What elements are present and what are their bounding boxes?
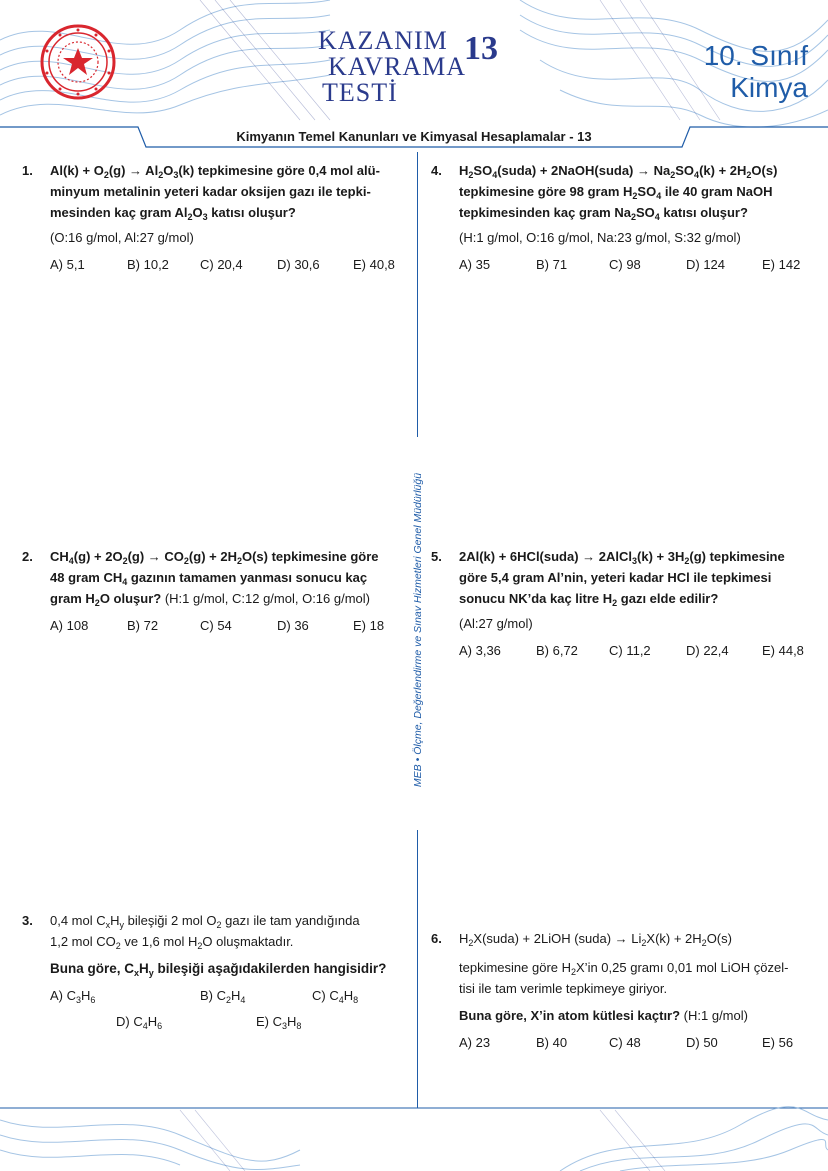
option-d[interactable]: D) 30,6 [277, 257, 320, 272]
option-c[interactable]: C) 98 [609, 257, 641, 272]
option-a[interactable]: A) 35 [459, 257, 491, 272]
grade-course [704, 40, 808, 104]
test-logo [318, 20, 518, 106]
option-a[interactable]: A) 5,1 [50, 257, 85, 272]
option-c[interactable]: C) 11,2 [609, 643, 651, 658]
question-number: 3. [22, 913, 33, 928]
question-4: 4. $H_2SO_4(suda)$ + 2NaOH(suda) → $Na_2SO_4(k) + 2H_2O(s)$ tepkimesine göre 98 gram $H_2SO_4$ ile 40 gram NaOH tepkimesinden kaç gram $Na_2SO_4$ katısı oluşur? (H:1 g/mol, O:16 g/mol, Na:23 g/mol, S:32 g/mol) A) 35 B) 71 C) 98 D) 124 E) 142 [431, 160, 811, 275]
grade-label: 10. Sınıf [703, 40, 808, 71]
sidebar-publisher-text [408, 440, 428, 820]
column-divider-bottom [417, 830, 418, 1108]
option-b[interactable]: B) 6,72 [536, 643, 578, 658]
option-e[interactable]: E) 142 [762, 257, 801, 272]
question-number: 1. [22, 163, 33, 178]
subject-title: Kimyanın Temel Kanunları ve Kimyasal Hesaplamalar - 13 [236, 129, 592, 144]
footer-hatch-pattern [180, 1110, 665, 1171]
answer-options [50, 985, 407, 1037]
option-d[interactable]: D) 50 [686, 1035, 718, 1050]
option-a[interactable]: A) 23 [459, 1035, 491, 1050]
option-d[interactable]: D) 22,4 [686, 643, 729, 658]
option-d[interactable]: D) $C_4H_6$ [116, 1014, 163, 1031]
option-b[interactable]: B) 71 [536, 257, 568, 272]
question-5: 5. 2Al(k) + 6HCl(suda) → 2AlCl$_3$(k) + $3H_2(g)$ tepkimesine göre 5,4 gram Al’nin, yeteri kadar HCl ile tepkimesi sonucu NK’da kaç litre $H_2$ gazı elde edilir? (Al:27 g/mol) A) 3,36 B) 6,72 C) 11,2 D) 22,4 E) 44,8 [431, 546, 811, 661]
option-e[interactable]: E) 56 [762, 1035, 794, 1050]
logo-line-1: KAZANIM [318, 26, 448, 55]
option-e[interactable]: E) 44,8 [762, 643, 804, 658]
answer-options [459, 254, 811, 275]
molar-masses: (O:16 g/mol, Al:27 g/mol) [50, 230, 194, 245]
option-c[interactable]: C) 20,4 [200, 257, 243, 272]
test-number: 13 [464, 30, 498, 67]
option-c[interactable]: C) $C_4H_8$ [312, 988, 359, 1005]
molar-masses: (H:1 g/mol, C:12 g/mol, O:16 g/mol) [161, 591, 370, 606]
question-3: 3. 0,4 mol $C_xH_y$ bileşiği 2 mol $O_2$ gazı ile tam yandığında 1,2 mol $CO_2$ ve 1,6 mol $H_2O$ oluşmaktadır. Buna göre, $C_xH_y$ bileşiği aşağıdakilerden hangisidir? A) $C_3H_6$ B) $C_2H_4$ C) $C_4H_8$ D) $C_4H_6$ E) $C_3H_8$ [22, 910, 407, 1037]
logo-line-3: TESTİ [322, 78, 398, 107]
option-b[interactable]: B) 40 [536, 1035, 568, 1050]
question-2: 2. $CH_4(g) + 2O_2(g) \to CO_2(g) + 2H_2O(s)$ tepkimesine göre 48 gram $CH_4$ gazının tamamen yanması sonucu kaç gram $H_2O$ oluşur? (H:1 g/mol, C:12 g/mol, O:16 g/mol) A) 108 B) 72 C) 54 D) 36 E) 18 [22, 546, 402, 636]
option-b[interactable]: B) $C_2H_4$ [200, 988, 246, 1005]
option-e[interactable]: E) 40,8 [353, 257, 395, 272]
question-number: 6. [431, 931, 442, 946]
option-e[interactable]: E) 18 [353, 618, 385, 633]
question-number: 4. [431, 163, 442, 178]
column-divider-top [417, 152, 418, 437]
question-number: 5. [431, 549, 442, 564]
option-a[interactable]: A) 3,36 [459, 643, 501, 658]
option-d[interactable]: D) 36 [277, 618, 309, 633]
answer-options [459, 1032, 811, 1053]
answer-options [50, 615, 402, 636]
answer-options [50, 254, 402, 275]
molar-masses: (H:1 g/mol) [680, 1008, 748, 1023]
question-6: 6. $H_2X(suda)$ + 2LiOH (suda) → $Li_2X(k) + 2H_2O(s)$ tepkimesine göre $H_2X’in$ 0,25 gramı 0,01 mol LiOH çözel- tisi ile tam verimle tepkimeye giriyor. Buna göre, X’in atom kütlesi kaçtır? (H:1 g/mol) A) 23 B) 40 C) 48 D) 50 E) 56 [431, 928, 811, 1053]
footer-wave-pattern [0, 1107, 828, 1171]
option-c[interactable]: C) 48 [609, 1035, 641, 1050]
option-d[interactable]: D) 124 [686, 257, 726, 272]
option-b[interactable]: B) 10,2 [127, 257, 169, 272]
option-a[interactable]: A) 108 [50, 618, 89, 633]
option-e[interactable]: E) $C_3H_8$ [256, 1014, 302, 1031]
publisher-label: MEB • Ölçme, Değerlendirme ve Sınav Hizmetleri Genel Müdürlüğü [412, 472, 424, 788]
question-1: 1. $Al(k) + O_2(g) \to Al_2O_3(k)$ tepkimesine göre 0,4 mol alü- minyum metalinin yeteri kadar oksijen gazı ile tepki- mesinden kaç gram $Al_2O_3$ katısı oluşur? (O:16 g/mol, Al:27 g/mol) A) 5,1 B) 10,2 C) 20,4 D) 30,6 E) 40,8 [22, 160, 402, 275]
answer-options [459, 640, 811, 661]
logo-line-2: KAVRAMA [328, 52, 466, 81]
molar-masses: (H:1 g/mol, O:16 g/mol, Na:23 g/mol, S:32 g/mol) [459, 230, 741, 245]
molar-masses: (Al:27 g/mol) [459, 616, 533, 631]
option-b[interactable]: B) 72 [127, 618, 159, 633]
option-a[interactable]: A) $C_3H_6$ [50, 988, 96, 1005]
question-number: 2. [22, 549, 33, 564]
ministry-seal-icon [40, 24, 116, 100]
option-c[interactable]: C) 54 [200, 618, 232, 633]
course-label: Kimya [730, 72, 808, 103]
